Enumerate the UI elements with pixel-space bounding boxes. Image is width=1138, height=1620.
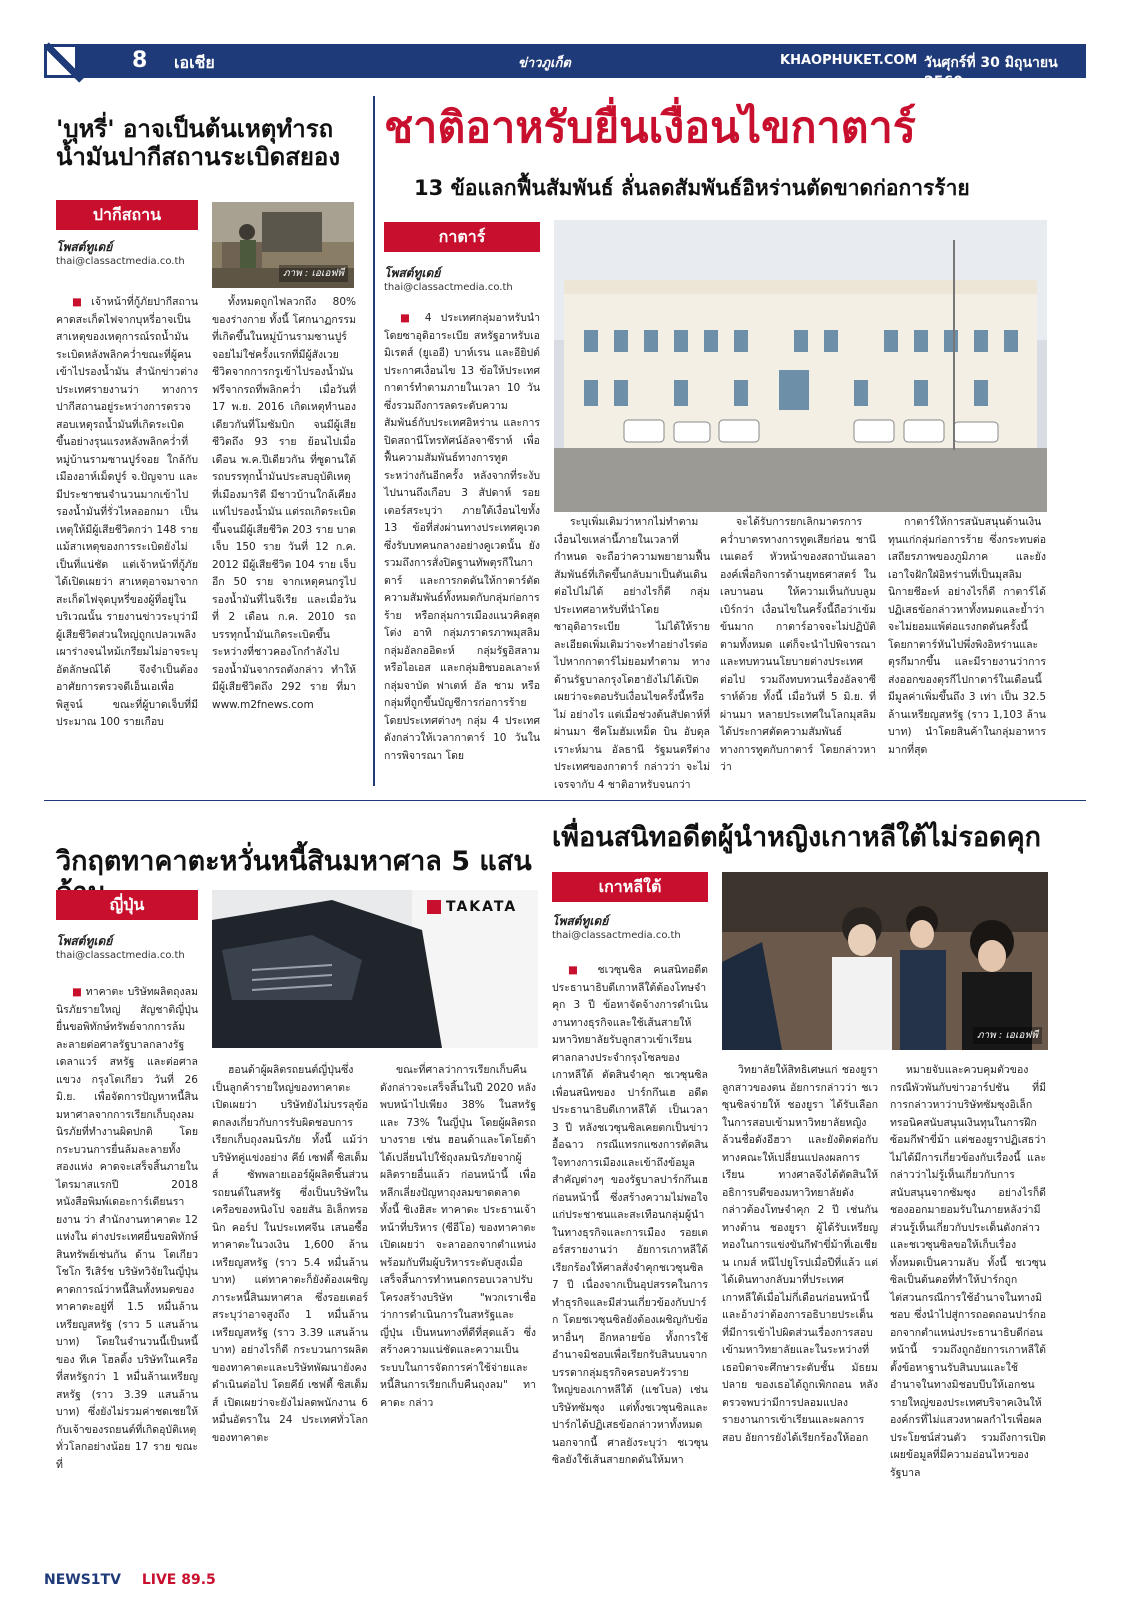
qatar-column-3 bbox=[720, 514, 876, 784]
pakistan-tag: ปากีสถาน bbox=[56, 200, 198, 230]
qatar-column-1 bbox=[384, 310, 540, 784]
qatar-text-1: 4 ประเทศกลุ่มอาหรับนำโดยซาอุดิอาระเบีย สหรัฐอาหรับเอมิเรตส์ (ยูเออี) บาห์เรน และอียิปต์ ประกาศเงื่อนไข 13 ข้อให้ประเทศกาตาร์ทำตามภายในเวลา 10 วัน ซึ่งรวมถึงการลดระดับความสัมพันธ์กับประเทศอิหร่าน และการปิดสถานีโทรทัศน์อัลจาซีราห์ เพื่อฟื้นความสัมพันธ์ทางการทูตระหว่างกันอีกครั้ง หลังจากที่ระงับไปนานถึงเกือบ 3 สัปดาห์ รอยเตอร์สระบุว่า ภายใต้เงื่อนไขทั้ง 13 ข้อที่ส่งผ่านทางประเทศคูเวตซึ่งรับบทคนกลางอย่างคูเวตนั้น ยังรวมถึงการสั่งปิดฐานทัพตุรกีในกาตาร์ และการกดดันให้กาตาร์ตัดความสัมพันธ์ทั้งหมดกับกลุ่มก่อการร้าย หรือกลุ่มการเมืองแนวคิดสุดโต่ง อาทิ กลุ่มภราดรภาพมุสลิม กลุ่มอัลกออิดะห์ กลุ่มรัฐอิสลามหรือไอเอส และกลุ่มฮิซบอลเลาะห์ กลุ่มจาบัต ฟาเตห์ อัล ชาม หรือกลุ่มที่ถูกขึ้นบัญชีการก่อการร้ายโดยประเทศต่างๆ กลุ่ม 4 ประเทศดังกล่าวให้เวลากาตาร์ 10 วันในการพิจารณา โดย bbox=[384, 312, 540, 762]
footer-brand-news1tv: NEWS1TV bbox=[44, 1572, 121, 1588]
column-divider bbox=[373, 96, 375, 786]
japan-tag: ญี่ปุ่น bbox=[56, 890, 198, 920]
bullet-icon: ■ bbox=[72, 986, 86, 998]
korea-headline: เพื่อนสนิทอดีตผู้นำหญิงเกาหลีใต้ไม่รอดคุก bbox=[552, 822, 1041, 853]
section-title: เอเชีย bbox=[174, 53, 215, 72]
qatar-headline: ชาติอาหรับยื่นเงื่อนไขกาตาร์ bbox=[384, 103, 916, 153]
bullet-icon: ■ bbox=[568, 964, 598, 976]
corner-logo-icon bbox=[44, 44, 78, 78]
qatar-column-2 bbox=[554, 514, 710, 791]
japan-photo bbox=[212, 890, 538, 1048]
korea-column-3 bbox=[890, 1062, 1046, 1558]
qatar-tag: กาตาร์ bbox=[384, 222, 540, 252]
qatar-subhead: 13 ข้อแลกฟื้นสัมพันธ์ ลั่นลดสัมพันธ์อิหร่านตัดขาดก่อการร้าย bbox=[414, 176, 970, 200]
korea-text-3: หมายจับและควบคุมตัวของ กรณีพัวพันกับข่าวอาร์ปชัน ที่มีการกล่าวหาว่าบริษัทซัมซุงอิเล็กทรอนิคสนับสนุนเงินทุนในการฝึกซ้อมกีฬาขี่ม้า แต่ชองยูราปฏิเสธว่าไม่ได้มีการเกี่ยวข้องกับเรื่องนี้ และกล่าวว่าไม่รู้เห็นเกี่ยวกับการสนับสนุนจากซัมซุง อย่างไรก็ดี ชองออกมายอมรับในภายหลังว่ามีส่วนรู้เห็นเกี่ยวกับประเด็นดังกล่าว และชเวซุนซิลขอให้เก็บเรื่องทั้งหมดเป็นความลับ ทั้งนี้ ชเวซุนซิลเป็นต้นตอที่ทำให้ปาร์กถูกไต่สวนกรณีการใช้อำนาจในทางมิชอบ ซึ่งนำไปสู่การถอดถอนปาร์กออกจากตำแหน่งประธานาธิบดีก่อนหน้านี้ รวมถึงถูกอัยการเกาหลีใต้ตั้งข้อหาฐานรับสินบนและใช้อำนาจในทางมิชอบบีบให้เอกชนรายใหญ่ของประเทศบริจาคเงินให้องค์กรที่ไม่แสวงหาผลกำไรเพื่อผลประโยชน์ส่วนตัว รวมถึงการเปิดเผยข้อมูลที่มีความอ่อนไหวของรัฐบาล bbox=[890, 1064, 1046, 1479]
bullet-icon: ■ bbox=[72, 296, 92, 308]
qatar-byline: โพสต์ทูเดย์ bbox=[384, 266, 441, 280]
site-url: KHAOPHUKET.COM bbox=[780, 53, 918, 68]
japan-text-3: ขณะที่ศาลว่าการเรียกเก็บคืนดังกล่าวจะเสร็จสิ้นในปี 2020 หลังพบหน้าไปเพียง 38% ในสหรัฐ และ 73% ในญี่ปุ่น โดยผู้ผลิตรถบางราย เช่น ฮอนด้าและโตโยต้า ได้เปลี่ยนไปใช้ถุงลมนิรภัยจากผู้ผลิตรายอื่นแล้ว ก่อนหน้านี้ เพื่อหลีกเลี่ยงปัญหาถุงลมขาดตลาด ทั้งนี้ ชิเงฮิสะ ทาคาดะ ประธานเจ้าหน้าที่บริหาร (ซีอีโอ) ของทาคาตะ เปิดเผยว่า จะลาออกจากตำแหน่งพร้อมกับทีมผู้บริหารระดับสูงเมื่อเสร็จสิ้นการทำหนดกรอบเวลาปรับโครงสร้างบริษัท "พวกเราเชื่อว่าการดำเนินการในสหรัฐและญี่ปุ่น เป็นหนทางที่ดีที่สุดแล้ว ซึ่งสร้างความแน่ชัดและความเป็นระบบในการจัดการค่าใช้จ่ายและหนี้สินการเรียกเก็บคืนถุงลม" ทาคาดะ กล่าว bbox=[380, 1064, 536, 1409]
pakistan-column-2 bbox=[212, 294, 356, 782]
qatar-column-4 bbox=[888, 514, 1046, 784]
korea-text-2: วิทยาลัยให้สิทธิเศษแก่ ชองยูรา ลูกสาวของตน อัยการกล่าวว่า ชเวซุนซิลจ่ายให้ ชองยูรา ได้รับเลือกในการสอบเข้ามหาวิทยาลัยหญิงล้วนชื่อดังอีฮวา และยังติดต่อกับทางคณะให้เปลี่ยนแปลงผลการเรียน ทางศาลจึงได้ตัดสินให้อธิการบดีของมหาวิทยาลัยดังกล่าวต้องโทษจำคุก 2 ปี เช่นกัน ทางด้าน ชองยูรา ผู้ได้รับเหรียญทองในการแข่งขันกีฬาขี่ม้าที่เอเชียน เกมส์ หนีไปยูโรปเมื่อปีที่แล้ว แต่ได้เดินทางกลับมาที่ประเทศเกาหลีใต้เมื่อไม่กี่เดือนก่อนหน้านี้ และอ้างว่าต้องการอธิบายประเด็นที่มีการเข้าไปผิดส่วนเรื่องการสอบเข้ามหาวิทยาลัยและในระหว่างที่เธอบิดาจะศึกษาระดับชั้น มัธยมปลาย ของเธอได้ถูกเพิกถอน หลังตรวจพบว่ามีการปลอมแปลงรายงานการเข้าเรียนและผลการสอบ อัยการยังได้เรียกร้องให้ออก bbox=[722, 1064, 878, 1444]
qatar-text-4: กาตาร์ให้การสนับสนุนด้านเงินทุนแก่กลุ่มก่อการร้าย ซึ่งกระทบต่อเสถียรภาพของภูมิภาค และยังเอาใจฝักใฝ่อิหร่านที่เป็นมุสลิมนิกายชีอะห์ อย่างไรก็ดี กาตาร์ได้ปฏิเสธข้อกล่าวหาทั้งหมดและย้ำว่าจะไม่ยอมแพ้ต่อแรงกดดันครั้งนี้ โดยกาตาร์หันไปพึ่งพิงอิหร่านและตุรกีมากขึ้น และมีรายงานว่าการส่งออกของตุรกีไปกาตาร์ในเดือนนี้มีมูลค่าเพิ่มขึ้นถึง 3 เท่า เป็น 32.5 ล้านเหรียญสหรัฐ (ราว 1,103 ล้านบาท) นำโดยสินค้าในกลุ่มอาหารมากที่สุด bbox=[888, 516, 1046, 756]
korea-tag: เกาหลีใต้ bbox=[552, 872, 708, 902]
takata-sign: TAKATA bbox=[446, 899, 518, 915]
pakistan-email: thai@classactmedia.co.th bbox=[56, 256, 185, 267]
pakistan-headline: 'บุหรี่' อาจเป็นต้นเหตุทำรถน้ำมันปากีสถานระเบิดสยอง bbox=[56, 115, 341, 171]
korea-email: thai@classactmedia.co.th bbox=[552, 930, 681, 941]
pakistan-column-1 bbox=[56, 294, 198, 782]
issue-date: วันศุกร์ที่ 30 มิถุนายน 2560 bbox=[924, 55, 1058, 90]
newspaper-logo: ข่าวภูเก็ต bbox=[518, 56, 571, 71]
korea-column-2 bbox=[722, 1062, 878, 1558]
pakistan-text-1: เจ้าหน้าที่กู้ภัยปากีสถานคาดสะเก็ดไฟจากบุหรี่อาจเป็นสาเหตุของเหตุการณ์รถน้ำมันระเบิดหลังพลิกคว่ำขณะที่ผู้คนเข้าไปรองน้ำมัน สำนักข่าวต่างประเทศรายงานว่า ทางการปากีสถานอยู่ระหว่างการตรวจสอบเหตุรถน้ำมันที่เกิดระเบิดขึ้นอย่างรุนแรงหลังพลิกคว่ำที่หมู่บ้านรามซานปูร์จอย ใกล้กับเมืองอาห์เม็ดปูร์ จ.ปัญจาบ และมีประชาชนจำนวนมากเข้าไปรองน้ำมันที่รั่วไหลออกมา เป็นเหตุให้มีผู้เสียชีวิตกว่า 148 ราย แม้สาเหตุของการระเบิดยังไม่เป็นที่แน่ชัด แต่เจ้าหน้าที่กู้ภัยได้เปิดเผยว่า สาเหตุอาจมาจากสะเก็ดไฟจุดบุหรี่ของผู้ที่อยู่ในบริเวณนั้น รายงานข่าวระบุว่ามีผู้เสียชีวิตส่วนใหญ่ถูกเปลวเพลิงเผาร่างจนไหม้เกรียมไม่อาจระบุอัตลักษณ์ได้ จึงจำเป็นต้องอาศัยการตรวจดีเอ็นเอเพื่อพิสูจน์ ขณะที่ผู้บาดเจ็บที่มีประมาณ 100 รายเกือบ bbox=[56, 296, 198, 728]
pakistan-byline: โพสต์ทูเดย์ bbox=[56, 240, 113, 254]
japan-column-2 bbox=[212, 1062, 368, 1558]
japan-headline: วิกฤตทาคาตะหวั่นหนี้สินมหาศาล 5 แสน bbox=[56, 846, 532, 877]
japan-column-3 bbox=[380, 1062, 536, 1558]
qatar-text-2: ระบุเพิ่มเติมว่าหากไม่ทำตามเงื่อนไขเหล่านี้ภายในเวลาที่กำหนด จะถือว่าความพยายามฟื้นสัมพันธ์ที่เกิดขึ้นกลับมาเป็นตันเดินต่อไปไม่ได้ อย่างไรก็ดี กลุ่มประเทศอาหรับที่นำโดยซาอุดิอาระเบีย ไม่ได้ให้รายละเอียดเพิ่มเติมว่าจะทำอย่างไรต่อไปหากกาตาร์ไม่ยอมทำตาม ทางด้านรัฐบาลกรุงโดฮายังไม่ได้เปิดเผยว่าจะตอบรับเงื่อนไขครั้งนี้หรือไม่ อย่างไร แต่เมื่อช่วงต้นสัปดาห์ที่ผ่านมา ชีคโมฮัมเหม็ด บิน อับดุลเราะห์มาน อัลธานี รัฐมนตรีต่างประเทศของกาตาร์ กล่าวว่า จะไม่เจรจากับ 4 ชาติอาหรับจนกว่า bbox=[554, 516, 710, 791]
footer-brand-live: LIVE 89.5 bbox=[141, 1572, 216, 1588]
pakistan-photo-caption: ภาพ : เอเอฟพี bbox=[279, 265, 348, 282]
qatar-text-3: จะได้รับการยกเลิกมาตรการคว่ำบาตรทางการทูตเสียก่อน ชานี เนเดอร์ หัวหน้าของสถาบันเลอาองค์เพื่อกิจการด้านยุทธศาสตร์ ในเลบานอน ให้ความเห็นกับบลูมเบิร์กว่า เงื่อนไขในครั้งนี้ถือว่าเข้มข้นมาก กาตาร์อาจจะไม่ปฏิบัติตามทั้งหมด แต่ก็จะนำไปพิจารณาและทบทวนนโยบายต่างประเทศต่อไป รวมถึงทบทวนเรื่องอัลจาซีราห์ด้วย ทั้งนี้ เมื่อวันที่ 5 มิ.ย. ที่ผ่านมา หลายประเทศในโลกมุสลิมได้ประกาศตัดความสัมพันธ์ทางการทูตกับกาตาร์ โดยกล่าวหาว่า bbox=[720, 516, 876, 773]
japan-email: thai@classactmedia.co.th bbox=[56, 950, 185, 961]
japan-text-2: ฮอนด้าผู้ผลิตรถยนต์ญี่ปุ่นซึ่งเป็นลูกค้ารายใหญ่ของทาคาตะ เปิดเผยว่า บริษัทยังไม่บรรลุข้อตกลงเกี่ยวกับการรับผิดชอบการเรียกเก็บถุงลมนิรภัย ทั้งนี้ แม้ว่าบริษัทคู่แข่งอย่าง คีย์ เซฟตี้ ซิสเต็มส์ ซัพพลายเออร์ผู้ผลิตชิ้นส่วนรถยนต์ในสหรัฐ ซึ่งเป็นบริษัทในเครือของหนิงโป จอยสัน อิเล็กทรอนิก คอร์ป ในประเทศจีน เสนอซื้อทาคาตะในวงเงิน 1,600 ล้านเหรียญสหรัฐ (ราว 5.4 หมื่นล้านบาท) แต่ทาคาตะก็ยังต้องเผชิญภาระหนี้สินมหาศาล ซึ่งรอยเตอร์สระบุว่าอาจสูงถึง 1 หมื่นล้านเหรียญสหรัฐ (ราว 3.39 แสนล้านบาท) อย่างไรก็ดี กระบวนการผลิตของทาคาตะและบริษัทพัฒนายังคงดำเนินต่อไป โดยคีย์ เซฟตี้ ซิสเต็มส์ เปิดเผยว่าจะยังไม่ลดพนักงาน 6 หมื่นอัตราใน 24 ประเทศทั่วโลกของทาคาตะ bbox=[212, 1064, 368, 1444]
section-divider bbox=[44, 800, 1086, 801]
page-header bbox=[44, 44, 1086, 90]
qatar-photo bbox=[554, 220, 1047, 512]
pakistan-photo bbox=[212, 202, 354, 288]
korea-photo-caption: ภาพ : เอเอฟพี bbox=[973, 1027, 1042, 1044]
bullet-icon: ■ bbox=[400, 312, 425, 324]
qatar-email: thai@classactmedia.co.th bbox=[384, 282, 513, 293]
korea-column-1 bbox=[552, 962, 708, 1558]
korea-photo bbox=[722, 872, 1048, 1050]
page-number: 8 bbox=[132, 48, 148, 73]
page-footer bbox=[44, 1572, 216, 1588]
japan-text-1: ทาคาตะ บริษัทผลิตถุงลมนิรภัยรายใหญ่ สัญชาติญี่ปุ่น ยื่นขอพิทักษ์ทรัพย์จากการล้มละลายต่อศาลรัฐบาลกลางรัฐเดลาแวร์ สหรัฐ และต่อศาลแขวง กรุงโตเกียว วันที่ 26 มิ.ย. เพื่อจัดการปัญหาหนี้สินมหาศาลจากการเรียกเก็บถุงลมนิรภัยที่ทำงานผิดปกติ โดยกระบวนการยื่นล้มละลายทั้งสองแห่ง คาดจะเสร็จสิ้นภายในไตรมาสแรกปี 2018 หนังสือพิมพ์เดอะการ์เดียนรายงาน ว่า สำนักงานทาคาตะ 12 แห่งใน ต่างประเทศยื่นขอพิทักษ์สินทรัพย์เช่นกัน ด้าน โตเกียว โชโก รีเสิร์ช บริษัทวิจัยในญี่ปุ่น คาดการณ์ว่าหนี้สินทั้งหมดของทาคาตะอยู่ที่ 1.5 หมื่นล้านเหรียญสหรัฐ (ราว 5 แสนล้านบาท) โดยในจำนวนนี้เป็นหนี้ของ ทีเค โฮลดิ้ง บริษัทในเครือที่สหรัฐกว่า 1 หมื่นล้านเหรียญสหรัฐ (ราว 3.39 แสนล้านบาท) ซึ่งยังไม่รวมค่าชดเชยให้กับเจ้าของรถยนต์ที่เกิดอุบัติเหตุทั่วโลกอย่างน้อย 17 ราย ขณะที่ bbox=[56, 986, 198, 1471]
japan-column-1 bbox=[56, 984, 198, 1558]
korea-text-1: ชเวซุนซิล คนสนิทอดีตประธานาธิบดีเกาหลีใต้ต้องโทษจำคุก 3 ปี ข้อหาจัดจ้างการดำเนินงานทางธุรกิจและใช้เส้นสายให้มหาวิทยาลัยรับลูกสาวเข้าเรียน ศาลกลางประจำกรุงโซลของเกาหลีใต้ ตัดสินจำคุก ชเวซุนซิล เพื่อนสนิทของ ปาร์กกึนเฮ อดีตประธานาธิบดีเกาหลีใต้ เป็นเวลา 3 ปี หลังชเวซุนซิลเคยตกเป็นข่าวอื้อฉาว กรณีแทรกแซงการตัดสินใจทางการเมืองและเข้าถึงข้อมูลสำคัญต่างๆ ของรัฐบาลปาร์กกึนเฮก่อนหน้านี้ ซึ่งสร้างความไม่พอใจแก่ประชาชนและสะเทือนกลุ่มผู้นำในทางธุรกิจและการเมือง รอยเตอร์สรายงานว่า อัยการเกาหลีใต้เรียกร้องให้ศาลสั่งจำคุกชเวซุนซิล 7 ปี เนื่องจากเป็นอุปสรรคในการทำธุรกิจและมีส่วนเกี่ยวข้องกับปาร์ก โดยชเวซุนซิลยังต้องเผชิญกับข้อหาอื่นๆ อีกหลายข้อ ทั้งการใช้อำนาจมิชอบเพื่อเรียกรับสินบนจากบรรดากลุ่มธุรกิจครอบครัวรายใหญ่ของเกาหลีใต้ (แชโบล) เช่น บริษัทซัมซุง แต่ทั้งชเวซุนซิลและปาร์กได้ปฏิเสธข้อกล่าวหาทั้งหมด นอกจากนี้ ศาลยังระบุว่า ชเวซุนซิลยังใช้เส้นสายกดดันให้มหา bbox=[552, 964, 708, 1466]
japan-byline: โพสต์ทูเดย์ bbox=[56, 934, 113, 948]
korea-byline: โพสต์ทูเดย์ bbox=[552, 914, 609, 928]
pakistan-text-2: ทั้งหมดถูกไฟลวกถึง 80% ของร่างกาย ทั้งนี้ โศกนาฏกรรมที่เกิดขึ้นในหมู่บ้านรามซานปูร์จอยไม่ใช่ครั้งแรกที่มีผู้สังเวยชีวิตจากการกรูเข้าไปรองน้ำมันฟรีจากรถที่พลิกคว่ำ เมื่อวันที่ 17 พ.ย. 2016 เกิดเหตุทำนองเดียวกันที่โมซัมบิก จนมีผู้เสียชีวิตถึง 93 ราย ย้อนไปเมื่อเดือน พ.ค.ปีเดียวกัน ที่ซูดานใต้ รถบรรทุกน้ำมันประสบอุบัติเหตุที่เมืองมาริดี มีชาวบ้านใกล้เคียงแห่ไปรองน้ำมัน แต่รถเกิดระเบิดขึ้นจนมีผู้เสียชีวิต 203 ราย บาดเจ็บ 150 ราย วันที่ 12 ก.ค. 2012 มีผู้เสียชีวิต 104 ราย เจ็บอีก 50 ราย จากเหตุคนกรูไปรองน้ำมันที่ไนจีเรีย และเมื่อวันที่ 2 เดือน ก.ค. 2010 รถบรรทุกน้ำมันเกิดระเบิดขึ้น ระหว่างที่ชาวคองโกกำลังไปรองน้ำมันจากรถดังกล่าว ทำให้มีผู้เสียชีวิตถึง 292 ราย ที่มา www.m2fnews.com bbox=[212, 296, 356, 711]
